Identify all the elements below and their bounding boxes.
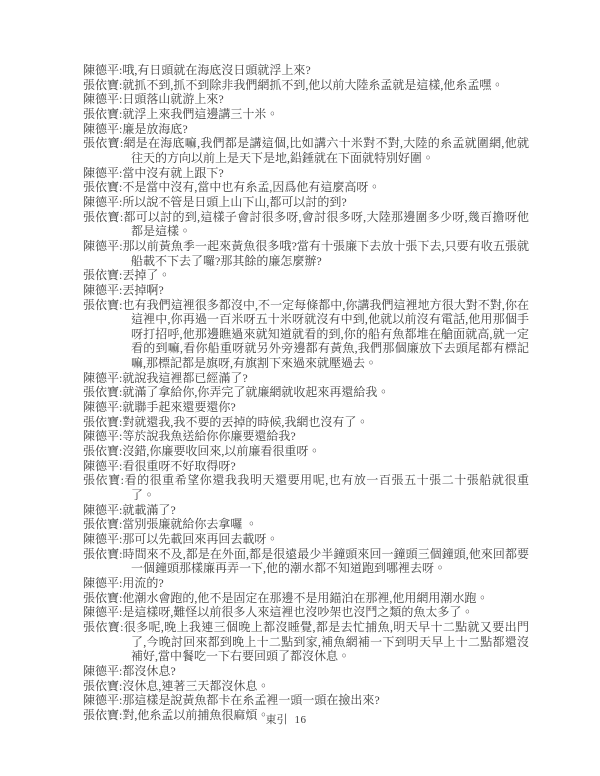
speaker-colon: :: [119, 385, 123, 400]
speaker-name: 陳德平: [83, 92, 120, 107]
utterance: [83, 122, 529, 137]
speaker-name: 張依寶: [83, 414, 120, 429]
speaker-name: 陳德平: [83, 575, 120, 590]
speaker-name: 張依寶: [83, 546, 120, 561]
interview-transcript: [83, 63, 529, 723]
speaker-name: 張依寶: [83, 385, 120, 400]
speaker-colon: :: [119, 663, 123, 678]
speaker-colon: :: [119, 444, 123, 459]
speaker-colon: :: [119, 282, 123, 297]
speaker-colon: :: [119, 429, 123, 444]
utterance-text: 就浮上來我們這邊講三十米。: [122, 106, 279, 121]
utterance-text: 是這樣呀,難怪以前很多人來這裡也沒吵架也沒鬥之類的魚太多了。: [122, 605, 474, 620]
utterance-text: 沒休息,連著三天都沒休息。: [122, 678, 270, 693]
utterance: [83, 679, 529, 694]
utterance: [83, 195, 529, 210]
speaker-name: 陳德平: [83, 458, 120, 473]
utterance: [83, 283, 529, 298]
speaker-colon: :: [119, 678, 123, 693]
speaker-name: 張依寶: [83, 209, 120, 224]
utterance-text: 看很重呀不好取得呀?: [122, 458, 236, 473]
utterance: [83, 239, 529, 268]
speaker-colon: :: [119, 370, 123, 385]
speaker-colon: :: [119, 209, 124, 224]
utterance-text: 丟掉了。: [122, 268, 171, 283]
utterance-text: 丟掉啊?: [122, 282, 164, 297]
speaker-name: 陳德平: [83, 121, 120, 136]
utterance-text: 網是在海底嘛,我們都是講這個,比如講六十米對不對,大陸的糸孟就圍網,他就往天的方向以前上是天下是地,鉛錘就在下面就特別好圍。: [123, 136, 529, 165]
utterance: [83, 664, 529, 679]
speaker-name: 張依寶: [83, 678, 120, 693]
utterance-text: 對就還我,我不要的丟掉的時候,我網也沒有了。: [122, 414, 369, 429]
utterance: [83, 591, 529, 606]
speaker-colon: :: [119, 707, 123, 722]
utterance-text: 哦,有日頭就在海底沒日頭就浮上來?: [122, 63, 311, 77]
speaker-name: 張依寶: [83, 180, 120, 195]
utterance-text: 就載滿了?: [122, 502, 176, 517]
speaker-colon: :: [120, 473, 124, 488]
speaker-name: 陳德平: [83, 370, 120, 385]
utterance-text: 他潮水會跑的,他不是固定在那邊不是用錨泊在那裡,他用網用潮水跑。: [122, 590, 489, 605]
speaker-colon: :: [119, 605, 123, 620]
speaker-colon: :: [119, 693, 123, 708]
speaker-colon: :: [120, 619, 124, 634]
utterance: [83, 371, 529, 386]
utterance-text: 很多呢,晚上我連三個晚上都沒睡覺,都是去忙捕魚,明天早十二點就又要出門了,今晚討回來都到晚上十二點到家,補魚網補一下到明天早上十二點都還沒補好,當中餐吃一下右要回頭了都沒休息。: [123, 619, 529, 664]
speaker-colon: :: [119, 458, 123, 473]
speaker-colon: :: [119, 180, 123, 195]
utterance: [83, 605, 529, 620]
speaker-colon: :: [119, 77, 123, 92]
speaker-colon: :: [119, 297, 123, 312]
speaker-name: 張依寶: [83, 473, 121, 488]
speaker-name: 張依寶: [83, 297, 120, 312]
utterance-text: 不是當中沒有,當中也有糸孟,因爲他有這麼高呀。: [122, 180, 381, 195]
utterance-text: 沒錯,你廉要收回來,以前廉看很重呀。: [122, 444, 321, 459]
utterance-text: 就抓不到,抓不到除非我們網抓不到,他以前大陸糸孟就是這樣,他糸孟嘿。: [122, 77, 504, 92]
utterance: [83, 547, 529, 576]
utterance: [83, 107, 529, 122]
utterance-text: 那可以先載回來再回去載呀。: [122, 532, 279, 546]
speaker-name: 陳德平: [83, 238, 120, 253]
utterance: [83, 180, 529, 195]
utterance: [83, 400, 529, 415]
utterance: [83, 63, 529, 78]
utterance-text: 那以前黃魚季一起來黃魚很多哦?當有十張廉下去放十張下去,只要有收五張就船載不下去了囉?那其餘的廉怎麼辦?: [122, 238, 529, 268]
speaker-name: 張依寶: [83, 619, 121, 634]
utterance: [83, 503, 529, 518]
speaker-colon: :: [119, 92, 123, 107]
utterance-text: 時間來不及,都是在外面,都是很遠最少半鐘頭來回一鐘頭三個鐘頭,他來回都要一個鐘頭那樣廉再弄一下,他的潮水都不知道跑到哪裡去呀。: [122, 546, 529, 576]
page-footer: [0, 713, 586, 727]
utterance: [83, 693, 529, 708]
speaker-colon: :: [119, 414, 123, 429]
utterance-text: 就說我這裡都已經滿了?: [122, 370, 248, 385]
utterance: [83, 92, 529, 107]
speaker-colon: :: [119, 532, 123, 546]
speaker-name: 陳德平: [83, 429, 120, 444]
utterance-text: 用流的?: [122, 575, 164, 590]
utterance: [83, 385, 529, 400]
utterance: [83, 459, 529, 474]
utterance: [83, 576, 529, 591]
footer-page-number: 16: [294, 714, 307, 726]
utterance: [83, 415, 529, 430]
speaker-colon: :: [119, 546, 123, 561]
speaker-name: 張依寶: [83, 444, 120, 459]
speaker-colon: :: [119, 575, 123, 590]
speaker-name: 陳德平: [83, 532, 120, 546]
speaker-colon: :: [119, 238, 123, 253]
speaker-name: 陳德平: [83, 400, 120, 415]
utterance-text: 都沒休息?: [122, 663, 176, 678]
utterance-text: 就聯手起來還要還你?: [122, 400, 236, 415]
utterance: [83, 210, 529, 239]
utterance: [83, 268, 529, 283]
utterance-text: 等於說我魚送給你你廉要還給我?: [122, 429, 296, 444]
speaker-name: 陳德平: [83, 63, 120, 77]
speaker-colon: :: [119, 400, 123, 415]
speaker-colon: :: [119, 268, 123, 283]
speaker-colon: :: [119, 502, 123, 517]
speaker-colon: :: [119, 106, 123, 121]
speaker-name: 陳德平: [83, 605, 120, 620]
speaker-name: 陳德平: [83, 663, 120, 678]
utterance: [83, 620, 529, 664]
utterance: [83, 517, 529, 532]
utterance-text: 看的很重希望你還我我明天還要用呢,也有放一百張五十張二十張船就很重了。: [123, 473, 529, 503]
speaker-colon: :: [119, 63, 123, 77]
utterance-text: 所以說不管是日頭上山下山,都可以討的到?: [122, 194, 347, 209]
utterance-text: 那這樣是說黃魚都卡在糸孟裡一頭一頭在撿出來?: [122, 693, 380, 708]
speaker-name: 陳德平: [83, 693, 120, 708]
footer-location: 東引: [265, 714, 288, 726]
utterance: [83, 473, 529, 502]
utterance-text: 廉是放海底?: [122, 121, 188, 136]
utterance: [83, 429, 529, 444]
utterance: [83, 166, 529, 181]
utterance-text: 當中沒有就上跟下?: [122, 165, 224, 180]
utterance: [83, 298, 529, 371]
speaker-name: 陳德平: [83, 282, 120, 297]
speaker-colon: :: [119, 121, 123, 136]
speaker-colon: :: [119, 165, 123, 180]
utterance-text: 對,他糸孟以前捕魚很麻煩。: [122, 707, 270, 722]
speaker-name: 張依寶: [83, 590, 120, 605]
speaker-colon: :: [119, 517, 123, 532]
utterance-text: 就滿了拿給你,你弄完了就廉網就收起來再還給我。: [122, 385, 390, 400]
speaker-name: 張依寶: [83, 136, 120, 151]
speaker-name: 張依寶: [83, 707, 120, 722]
speaker-colon: :: [119, 194, 123, 209]
utterance: [83, 532, 529, 547]
speaker-colon: :: [119, 136, 124, 151]
speaker-name: 陳德平: [83, 502, 120, 517]
speaker-name: 陳德平: [83, 194, 120, 209]
speaker-name: 張依寶: [83, 106, 120, 121]
utterance: [83, 78, 529, 93]
utterance: [83, 444, 529, 459]
speaker-name: 張依寶: [83, 77, 120, 92]
utterance-text: 都可以討的到,這樣子會討很多呀,會討很多呀,大陸那邊圍多少呀,幾百擔呀他都是這樣。: [123, 209, 529, 239]
speaker-name: 陳德平: [83, 165, 120, 180]
utterance: [83, 136, 529, 165]
utterance-text: 當別張廉就給你去拿囉 。: [122, 517, 258, 532]
speaker-colon: :: [119, 590, 123, 605]
utterance-text: 日頭落山就游上來?: [122, 92, 224, 107]
utterance-text: 也有我們這裡很多都沒中,不一定每條都中,你講我們這裡地方很大對不對,你在這裡中,你再過一百米呀五十米呀就沒有中到,他就以前沒有電話,他用那個手呀打招呼,他那邊瞧過來就知道就看的到,你的船有魚都堆在艙面就高,就一定看的到嘛,看你船重呀就另外旁邊都有黃魚,我們那個廉放下去頭尾都有標記嘛,那標記都是旗呀,有旗割下來過來就壓過去。: [122, 297, 529, 371]
speaker-name: 張依寶: [83, 268, 120, 283]
speaker-name: 張依寶: [83, 517, 120, 532]
